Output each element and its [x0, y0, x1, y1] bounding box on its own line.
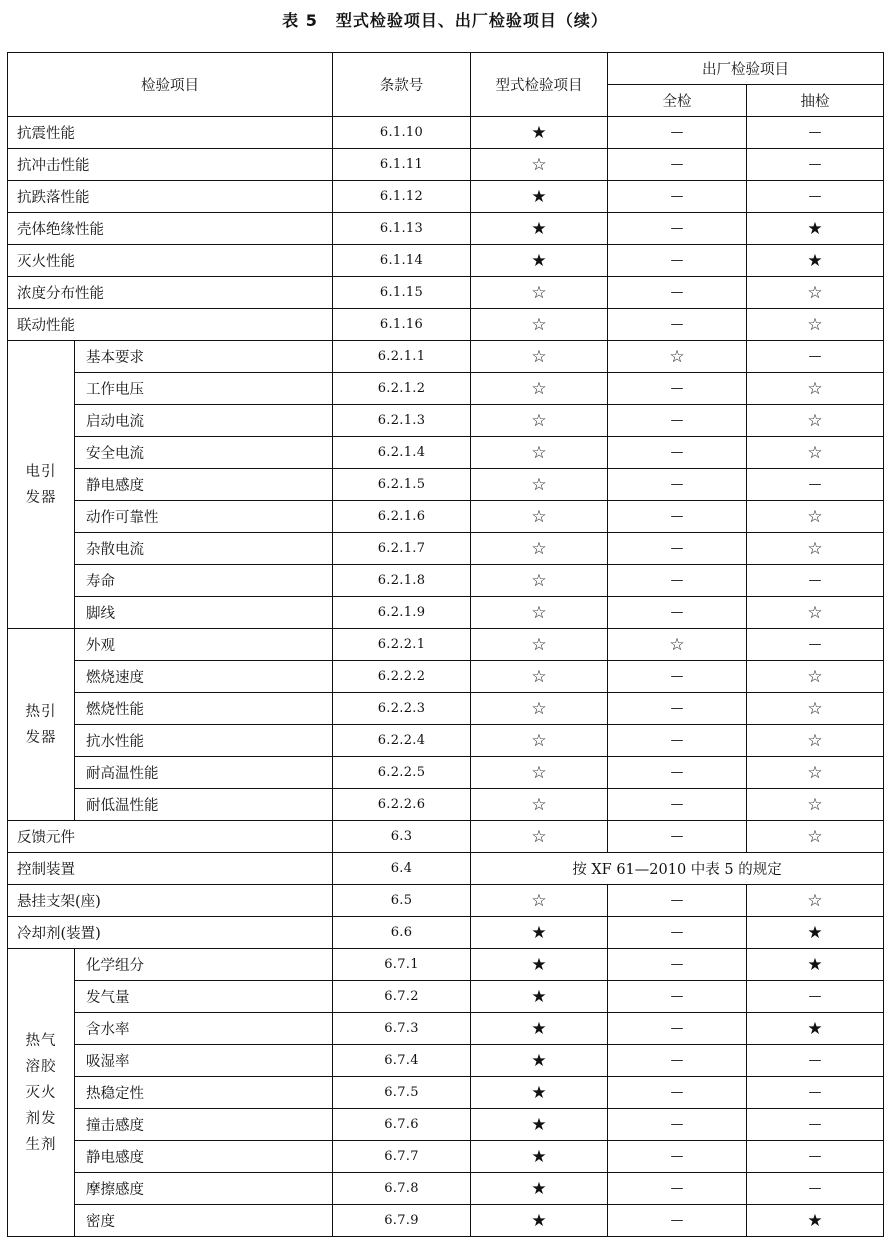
table-row: [8, 1109, 884, 1141]
item-name: 耐低温性能: [75, 789, 333, 821]
full-check-mark: —: [608, 981, 747, 1013]
full-check-mark: —: [608, 565, 747, 597]
item-name: 悬挂支架(座): [8, 885, 333, 917]
inspection-table: [7, 52, 884, 1237]
item-name: 冷却剂(装置): [8, 917, 333, 949]
sample-check-mark: ★: [747, 213, 884, 245]
type-test-mark: ☆: [471, 373, 608, 405]
clause-number: 6.2.2.3: [333, 693, 471, 725]
item-name: 反馈元件: [8, 821, 333, 853]
type-test-mark: ★: [471, 981, 608, 1013]
full-check-mark: —: [608, 213, 747, 245]
full-check-mark: —: [608, 949, 747, 981]
clause-number: 6.1.12: [333, 181, 471, 213]
type-test-mark: ★: [471, 117, 608, 149]
table-row: [8, 501, 884, 533]
clause-number: 6.1.13: [333, 213, 471, 245]
type-test-mark: ☆: [471, 277, 608, 309]
header-item: 检验项目: [8, 53, 333, 117]
clause-number: 6.2.1.8: [333, 565, 471, 597]
sample-check-mark: ☆: [747, 437, 884, 469]
type-test-mark: ☆: [471, 597, 608, 629]
type-test-mark: ☆: [471, 885, 608, 917]
sample-check-mark: —: [747, 981, 884, 1013]
full-check-mark: ☆: [608, 629, 747, 661]
item-name: 脚线: [75, 597, 333, 629]
item-name: 工作电压: [75, 373, 333, 405]
sample-check-mark: ☆: [747, 693, 884, 725]
item-name: 吸湿率: [75, 1045, 333, 1077]
full-check-mark: —: [608, 1141, 747, 1173]
type-test-mark: ☆: [471, 437, 608, 469]
clause-number: 6.2.1.2: [333, 373, 471, 405]
group-label-line: 热引: [25, 703, 57, 720]
clause-number: 6.2.1.6: [333, 501, 471, 533]
full-check-mark: —: [608, 757, 747, 789]
item-name: 抗震性能: [8, 117, 333, 149]
item-name: 安全电流: [75, 437, 333, 469]
table-row: [8, 245, 884, 277]
table-row: [8, 373, 884, 405]
full-check-mark: —: [608, 821, 747, 853]
table-row: [8, 437, 884, 469]
table-row: [8, 213, 884, 245]
item-name: 基本要求: [75, 341, 333, 373]
item-name: 寿命: [75, 565, 333, 597]
sample-check-mark: ☆: [747, 821, 884, 853]
sample-check-mark: —: [747, 1109, 884, 1141]
table-row: [8, 821, 884, 853]
full-check-mark: —: [608, 309, 747, 341]
table-row: [8, 469, 884, 501]
table-row: [8, 789, 884, 821]
sample-check-mark: ★: [747, 1013, 884, 1045]
group-label-line: 发器: [25, 729, 57, 746]
full-check-mark: —: [608, 1173, 747, 1205]
table-row: [8, 917, 884, 949]
clause-number: 6.7.1: [333, 949, 471, 981]
table-caption: 型式检验项目、出厂检验项目（续）: [335, 11, 608, 30]
full-check-mark: —: [608, 149, 747, 181]
full-check-mark: —: [608, 405, 747, 437]
full-check-mark: —: [608, 1109, 747, 1141]
table-row: [8, 981, 884, 1013]
type-test-mark: ★: [471, 213, 608, 245]
sample-check-mark: —: [747, 1045, 884, 1077]
sample-check-mark: ☆: [747, 725, 884, 757]
clause-number: 6.2.2.4: [333, 725, 471, 757]
type-test-mark: ★: [471, 1013, 608, 1045]
merged-note: 按 XF 61—2010 中表 5 的规定: [471, 853, 884, 885]
type-test-mark: ☆: [471, 309, 608, 341]
item-name: 燃烧速度: [75, 661, 333, 693]
clause-number: 6.1.15: [333, 277, 471, 309]
sample-check-mark: ★: [747, 245, 884, 277]
clause-number: 6.1.11: [333, 149, 471, 181]
sample-check-mark: ☆: [747, 789, 884, 821]
table-row: [8, 149, 884, 181]
header-factory-test: 出厂检验项目: [608, 53, 884, 85]
group-label: [8, 949, 75, 1237]
item-name: 抗跌落性能: [8, 181, 333, 213]
table-row: [8, 1013, 884, 1045]
type-test-mark: ★: [471, 1109, 608, 1141]
item-name: 耐高温性能: [75, 757, 333, 789]
table-row: [8, 341, 884, 373]
table-row: [8, 757, 884, 789]
full-check-mark: —: [608, 277, 747, 309]
clause-number: 6.2.2.1: [333, 629, 471, 661]
type-test-mark: ★: [471, 1045, 608, 1077]
clause-number: 6.2.2.5: [333, 757, 471, 789]
table-row: [8, 597, 884, 629]
full-check-mark: —: [608, 437, 747, 469]
type-test-mark: ★: [471, 1205, 608, 1237]
sample-check-mark: ☆: [747, 533, 884, 565]
full-check-mark: —: [608, 661, 747, 693]
clause-number: 6.2.1.1: [333, 341, 471, 373]
sample-check-mark: ☆: [747, 885, 884, 917]
type-test-mark: ☆: [471, 757, 608, 789]
type-test-mark: ☆: [471, 565, 608, 597]
sample-check-mark: ★: [747, 949, 884, 981]
item-name: 密度: [75, 1205, 333, 1237]
type-test-mark: ☆: [471, 821, 608, 853]
clause-number: 6.7.5: [333, 1077, 471, 1109]
sample-check-mark: ☆: [747, 373, 884, 405]
table-row: [8, 885, 884, 917]
table-row: [8, 117, 884, 149]
full-check-mark: —: [608, 245, 747, 277]
type-test-mark: ★: [471, 917, 608, 949]
sample-check-mark: ☆: [747, 277, 884, 309]
sample-check-mark: —: [747, 1077, 884, 1109]
clause-number: 6.7.7: [333, 1141, 471, 1173]
clause-number: 6.1.14: [333, 245, 471, 277]
clause-number: 6.1.16: [333, 309, 471, 341]
item-name: 动作可靠性: [75, 501, 333, 533]
type-test-mark: ☆: [471, 405, 608, 437]
full-check-mark: —: [608, 373, 747, 405]
type-test-mark: ☆: [471, 725, 608, 757]
header-sample: 抽检: [747, 85, 884, 117]
item-name: 静电感度: [75, 1141, 333, 1173]
type-test-mark: ★: [471, 1173, 608, 1205]
full-check-mark: —: [608, 501, 747, 533]
table-row: [8, 693, 884, 725]
full-check-mark: —: [608, 1205, 747, 1237]
item-name: 抗水性能: [75, 725, 333, 757]
type-test-mark: ☆: [471, 501, 608, 533]
full-check-mark: —: [608, 469, 747, 501]
item-name: 化学组分: [75, 949, 333, 981]
sample-check-mark: —: [747, 1141, 884, 1173]
table-row: [8, 949, 884, 981]
clause-number: 6.2.2.6: [333, 789, 471, 821]
clause-number: 6.7.6: [333, 1109, 471, 1141]
sample-check-mark: ☆: [747, 597, 884, 629]
clause-number: 6.7.9: [333, 1205, 471, 1237]
type-test-mark: ★: [471, 181, 608, 213]
clause-number: 6.7.2: [333, 981, 471, 1013]
table-row: [8, 853, 884, 885]
sample-check-mark: —: [747, 181, 884, 213]
item-name: 热稳定性: [75, 1077, 333, 1109]
clause-number: 6.7.8: [333, 1173, 471, 1205]
clause-number: 6.2.1.9: [333, 597, 471, 629]
full-check-mark: ☆: [608, 341, 747, 373]
group-label-line: 剂发: [25, 1110, 57, 1127]
table-row: [8, 533, 884, 565]
item-name: 含水率: [75, 1013, 333, 1045]
table-row: [8, 1173, 884, 1205]
item-name: 灭火性能: [8, 245, 333, 277]
type-test-mark: ★: [471, 1141, 608, 1173]
table-row: [8, 181, 884, 213]
table-row: [8, 309, 884, 341]
type-test-mark: ☆: [471, 341, 608, 373]
group-label: [8, 341, 75, 629]
type-test-mark: ★: [471, 245, 608, 277]
sample-check-mark: ☆: [747, 757, 884, 789]
clause-number: 6.2.1.5: [333, 469, 471, 501]
group-label-line: 电引: [25, 463, 57, 480]
group-label-line: 生剂: [25, 1136, 57, 1153]
full-check-mark: —: [608, 597, 747, 629]
group-label-line: 溶胶: [25, 1058, 57, 1075]
clause-number: 6.7.4: [333, 1045, 471, 1077]
clause-number: 6.2.1.4: [333, 437, 471, 469]
table-row: [8, 1141, 884, 1173]
table-row: [8, 1205, 884, 1237]
table-title: [0, 8, 890, 31]
item-name: 杂散电流: [75, 533, 333, 565]
type-test-mark: ★: [471, 949, 608, 981]
sample-check-mark: —: [747, 117, 884, 149]
clause-number: 6.2.1.7: [333, 533, 471, 565]
clause-number: 6.6: [333, 917, 471, 949]
item-name: 摩擦感度: [75, 1173, 333, 1205]
table-row: [8, 725, 884, 757]
clause-number: 6.7.3: [333, 1013, 471, 1045]
sample-check-mark: —: [747, 149, 884, 181]
sample-check-mark: —: [747, 341, 884, 373]
item-name: 联动性能: [8, 309, 333, 341]
table-row: [8, 565, 884, 597]
table-row: [8, 277, 884, 309]
full-check-mark: —: [608, 725, 747, 757]
header-clause: 条款号: [333, 53, 471, 117]
table-body: [8, 117, 884, 1237]
type-test-mark: ☆: [471, 149, 608, 181]
table-number: 表 5: [282, 11, 318, 30]
full-check-mark: —: [608, 1045, 747, 1077]
item-name: 静电感度: [75, 469, 333, 501]
sample-check-mark: ☆: [747, 661, 884, 693]
type-test-mark: ☆: [471, 693, 608, 725]
item-name: 发气量: [75, 981, 333, 1013]
header-type-test: 型式检验项目: [471, 53, 608, 117]
group-label-line: 热气: [25, 1032, 57, 1049]
table-row: [8, 1045, 884, 1077]
clause-number: 6.1.10: [333, 117, 471, 149]
clause-number: 6.2.2.2: [333, 661, 471, 693]
table-row: [8, 629, 884, 661]
type-test-mark: ☆: [471, 469, 608, 501]
item-name: 启动电流: [75, 405, 333, 437]
type-test-mark: ☆: [471, 533, 608, 565]
full-check-mark: —: [608, 181, 747, 213]
clause-number: 6.3: [333, 821, 471, 853]
type-test-mark: ☆: [471, 629, 608, 661]
full-check-mark: —: [608, 533, 747, 565]
full-check-mark: —: [608, 885, 747, 917]
type-test-mark: ★: [471, 1077, 608, 1109]
group-label-line: 发器: [25, 489, 57, 506]
sample-check-mark: —: [747, 469, 884, 501]
item-name: 浓度分布性能: [8, 277, 333, 309]
group-label: [8, 629, 75, 821]
item-name: 抗冲击性能: [8, 149, 333, 181]
table-row: [8, 1077, 884, 1109]
sample-check-mark: ☆: [747, 405, 884, 437]
item-name: 壳体绝缘性能: [8, 213, 333, 245]
item-name: 撞击感度: [75, 1109, 333, 1141]
table-row: [8, 405, 884, 437]
full-check-mark: —: [608, 1013, 747, 1045]
full-check-mark: —: [608, 117, 747, 149]
header-full: 全检: [608, 85, 747, 117]
full-check-mark: —: [608, 693, 747, 725]
sample-check-mark: ☆: [747, 309, 884, 341]
full-check-mark: —: [608, 1077, 747, 1109]
group-label-line: 灭火: [25, 1084, 57, 1101]
clause-number: 6.2.1.3: [333, 405, 471, 437]
full-check-mark: —: [608, 789, 747, 821]
clause-number: 6.5: [333, 885, 471, 917]
sample-check-mark: ★: [747, 1205, 884, 1237]
type-test-mark: ☆: [471, 661, 608, 693]
full-check-mark: —: [608, 917, 747, 949]
sample-check-mark: —: [747, 629, 884, 661]
table-row: [8, 661, 884, 693]
type-test-mark: ☆: [471, 789, 608, 821]
sample-check-mark: ☆: [747, 501, 884, 533]
sample-check-mark: —: [747, 565, 884, 597]
sample-check-mark: ★: [747, 917, 884, 949]
clause-number: 6.4: [333, 853, 471, 885]
item-name: 控制装置: [8, 853, 333, 885]
item-name: 外观: [75, 629, 333, 661]
item-name: 燃烧性能: [75, 693, 333, 725]
sample-check-mark: —: [747, 1173, 884, 1205]
